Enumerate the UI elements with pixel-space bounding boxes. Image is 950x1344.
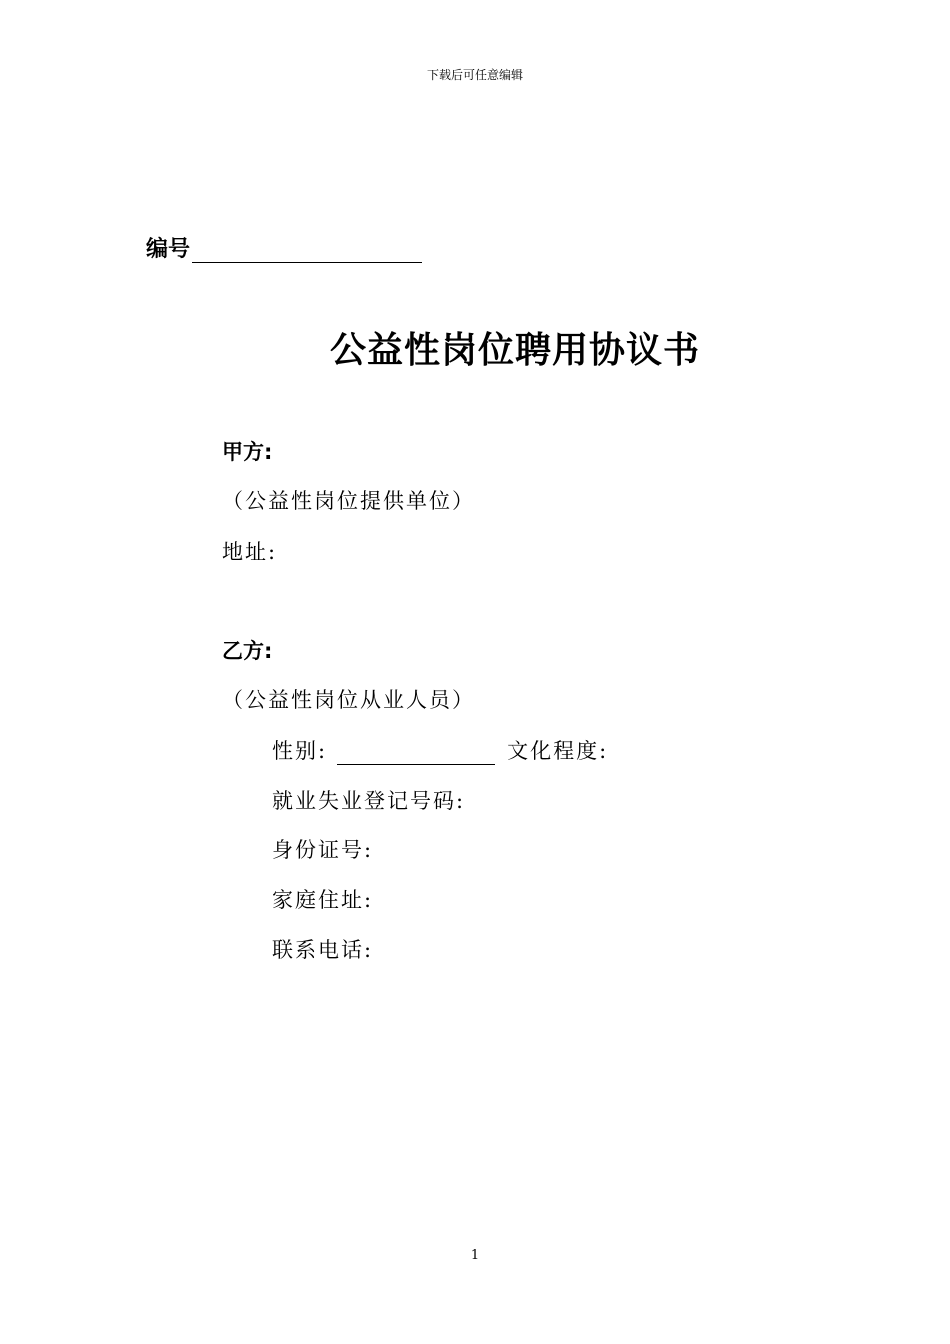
page-number: 1 <box>470 1248 480 1263</box>
document-title: 公益性岗位聘用协议书 <box>329 330 700 371</box>
gender-label: 性别: <box>272 739 328 763</box>
gender-blank-line[interactable] <box>337 742 495 765</box>
header-note: 下载后可任意编辑 <box>426 68 523 82</box>
party-b-label: 乙方: <box>222 639 273 663</box>
party-b-desc: （公益性岗位从业人员） <box>222 688 475 712</box>
party-a-address-label: 地址: <box>222 540 278 564</box>
serial-blank-line[interactable] <box>192 234 422 263</box>
serial-label: 编号 <box>146 237 191 262</box>
serial-number <box>146 232 422 263</box>
party-a-label: 甲方: <box>222 440 273 464</box>
home-address-label: 家庭住址: <box>272 888 374 912</box>
education-label: 文化程度: <box>507 739 609 763</box>
gender-row <box>272 735 608 765</box>
phone-label: 联系电话: <box>272 938 374 962</box>
employment-registration-label: 就业失业登记号码: <box>272 789 466 813</box>
party-a-desc: （公益性岗位提供单位） <box>222 489 475 513</box>
id-number-label: 身份证号: <box>272 838 374 862</box>
